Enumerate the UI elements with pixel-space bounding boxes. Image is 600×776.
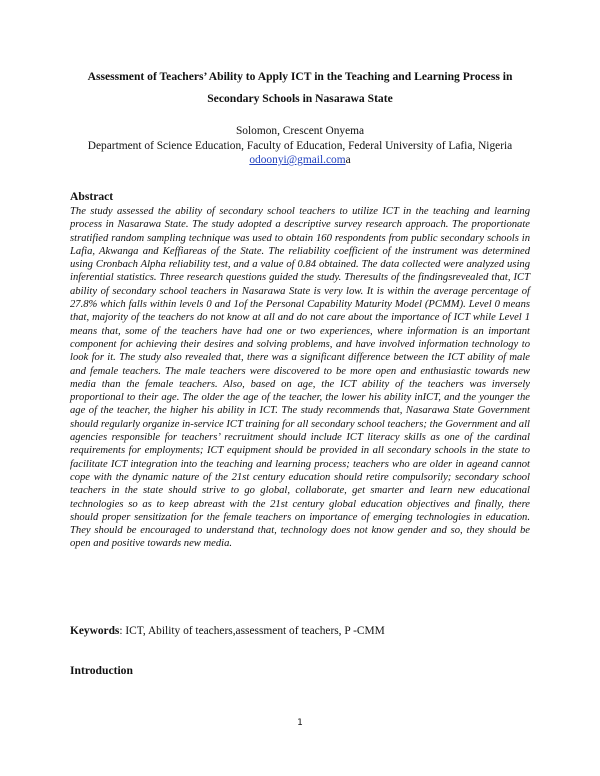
abstract-body: The study assessed the ability of secondary school teachers to utilize ICT in the teaching and learning process in Nasarawa State. The study adopted a descriptive survey research approach. The proportionate stratified random sampling technique was used to obtain 160 respondents from public secondary schools in Lafia, Akwanga and Keffiareas of the State. The reliability coefficient of the instrument was determined using Cronbach Alpha reliability test, and a value of 0.84 obtained. The data collected were analyzed using inferential statistics. Three research questions guided the study. Theresults of the findingsrevealed that, ICT ability of secondary school teachers in Nasarawa State is very low. It is within the average percentage of 27.8% which falls within levels 0 and 1of the Personal Capability Maturity Model (PCMM). Level 0 means that, majority of the teachers do not know at all and do not care about the importance of ICT while Level 1 means that, some of the teachers have had one or two experiences, where information is an important component for achieving their desires and solving problems, and have involved information technology to look for it. The study also revealed that, there was a significant difference between the ICT ability of male and female teachers. The male teachers were discovered to be more open and enthusiastic towards new media than the female teachers. Also, based on age, the ICT ability of the teachers was inversely proportional to their age. The older the age of the teacher, the lower his ability inICT, and the younger the age of the teacher, the higher his ability in ICT. The study recommends that, Nasarawa State Government should regularly organize in-service ICT training for all secondary school teachers; the Government and all agencies responsible for teachers’ recruitment should include ICT literacy skills as one of the cardinal requirements for employments; ICT equipment should be provided in all secondary schools in the state to facilitate ICT integration into the teaching and learning process; teachers who are older in ageand cannot cope with the dynamic nature of the 21st century education should retire compulsorily; secondary school teachers in the state should strive to go global, collaborate, get smarter and learn new educational technologies so as to keep abreast with the 21st century global education objectives and finally, there should proper sensitization for the female teachers on importance of emerging technologies in education. They should be encouraged to understand that, technology does not know gender and so, they should be open and positive towards new media. — [70, 206, 530, 550]
page-number: 1 — [297, 718, 303, 728]
keywords-text: : ICT, Ability of teachers,assessment of teachers, P -CMM — [119, 625, 385, 637]
introduction-heading: Introduction — [70, 664, 133, 677]
affiliation: Department of Science Education, Faculty of Education, Federal University of Lafia, Nigeria — [87, 139, 513, 152]
email-link[interactable]: odoonyi@gmail.com — [249, 154, 346, 166]
abstract-heading: Abstract — [70, 190, 114, 203]
author-block — [70, 124, 530, 168]
author-name: Solomon, Crescent Onyema — [235, 125, 365, 137]
email-line — [70, 153, 530, 168]
paper-title: Assessment of Teachers’ Ability to Apply ICT in the Teaching and Learning Process in Secondary Schools in Nasarawa State — [87, 70, 513, 105]
keywords-line — [70, 625, 530, 637]
email-suffix: a — [345, 154, 351, 166]
keywords-label: Keywords — [70, 625, 120, 637]
